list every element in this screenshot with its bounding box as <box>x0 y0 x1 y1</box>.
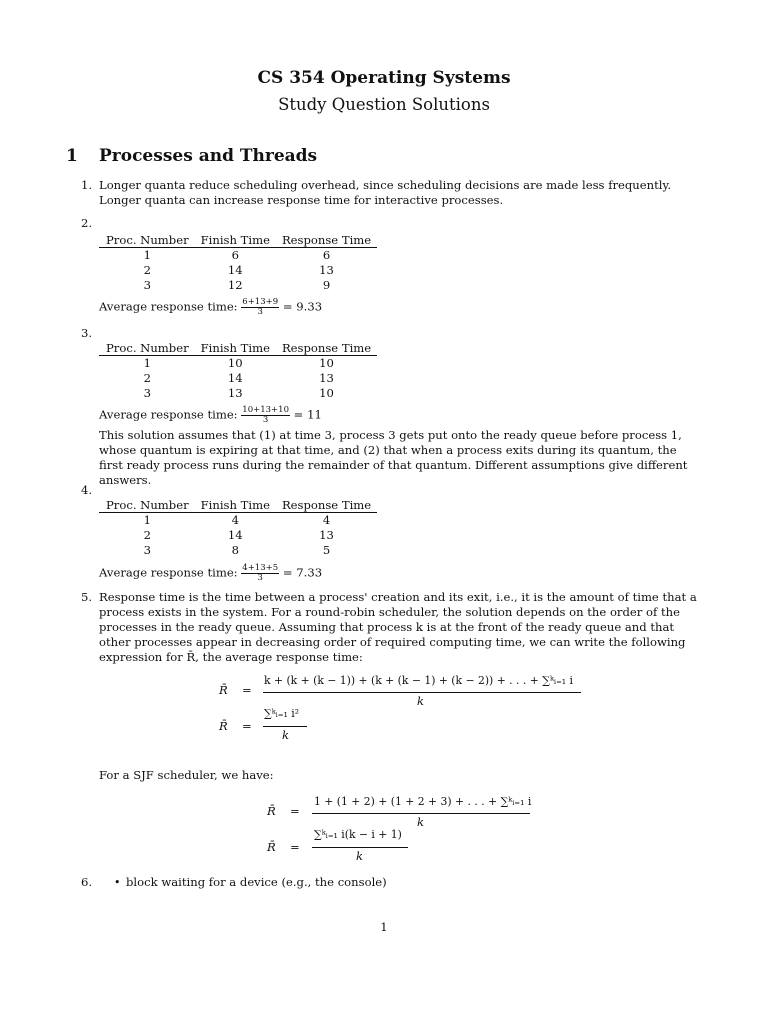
col-header-proc-number: Proc. Number <box>99 233 195 248</box>
table-cell: 13 <box>319 528 334 542</box>
table-cell: 12 <box>227 278 243 292</box>
table-cell: 9 <box>322 278 331 292</box>
col-header-proc-number: Proc. Number <box>99 498 195 513</box>
table-row <box>99 386 377 401</box>
average-result: = 11 <box>293 407 322 422</box>
fraction-bar <box>312 847 408 848</box>
equation-numerator: k + (k + (k − 1)) + (k + (k − 1) + (k − 2)) + . . . + ∑ᵏᵢ₌₁ i <box>264 674 573 687</box>
table-row <box>99 528 377 543</box>
table-cell: 10 <box>319 356 334 370</box>
average-result: = 7.33 <box>282 565 323 580</box>
average-label: Average response time: <box>99 407 238 422</box>
table-row <box>99 356 377 372</box>
table-cell: 5 <box>322 543 331 557</box>
equation-denominator: k <box>356 849 364 863</box>
table-cell: 14 <box>227 371 243 385</box>
sjf-intro: For a SJF scheduler, we have: <box>99 768 274 782</box>
average-fraction <box>241 564 279 583</box>
equation-lhs: R̄ <box>219 719 228 733</box>
question-2-average <box>99 298 322 317</box>
equation-denominator: k <box>417 694 425 708</box>
average-result: = 9.33 <box>282 299 323 314</box>
table-row <box>99 513 377 529</box>
fraction-denominator: 3 <box>257 307 263 317</box>
bullet-icon: • <box>114 876 121 889</box>
question-5-number: 5. <box>81 590 93 604</box>
table-cell: 6 <box>231 248 239 262</box>
fraction-bar <box>263 692 581 693</box>
table-cell: 3 <box>143 278 151 292</box>
question-4-average <box>99 564 322 583</box>
equation-equals: = <box>290 840 300 854</box>
question-1-number: 1. <box>81 178 93 192</box>
equation-numerator: ∑ᵏᵢ₌₁ i(k − i + 1) <box>314 828 402 841</box>
question-6-number: 6. <box>81 875 93 889</box>
table-row <box>99 278 377 293</box>
table-cell: 2 <box>143 528 151 542</box>
document-title: CS 354 Operating Systems <box>257 68 511 88</box>
average-label: Average response time: <box>99 299 238 314</box>
question-5-text: Response time is the time between a process' creation and its exit, i.e., it is the amount of time that a process exists in the system. For a round-robin scheduler, the solution depends on the order of the processes in the ready queue. Assuming that process k is at the front of the ready queue and that other processes appear in decreasing order of required computing time, we can write the following expression for R̄, the average response time: <box>99 590 697 664</box>
average-fraction <box>241 298 279 317</box>
table-cell: 10 <box>227 356 243 370</box>
table-cell: 13 <box>227 386 243 400</box>
question-1-text: Longer quanta reduce scheduling overhead, since scheduling decisions are made less frequently. Longer quanta can increase response time for interactive processes. <box>99 178 672 207</box>
fraction-bar <box>312 813 530 814</box>
equation-lhs: R̄ <box>267 804 276 818</box>
table-row <box>99 371 377 386</box>
col-header-finish-time: Finish Time <box>195 233 276 248</box>
table-cell: 6 <box>322 248 331 262</box>
document-subtitle: Study Question Solutions <box>278 95 490 114</box>
table-cell: 8 <box>231 543 239 557</box>
table-cell: 14 <box>227 263 243 277</box>
table-row <box>99 248 377 264</box>
fraction-numerator: 4+13+5 <box>242 563 279 573</box>
question-4-number: 4. <box>81 483 93 497</box>
fraction-bar <box>263 726 307 727</box>
table-cell: 1 <box>143 513 151 527</box>
fraction-numerator: 6+13+9 <box>242 297 279 307</box>
fraction-denominator: 3 <box>262 415 269 425</box>
question-3-average <box>99 406 322 425</box>
question-3-note: This solution assumes that (1) at time 3, process 3 gets put onto the ready queue before process 1, whose quantum is expiring at that time, and (2) that when a process exits during its quantum, the first ready process runs during the remainder of that quantum. Different assumptions give different answers. <box>99 428 688 487</box>
fraction-numerator: 10+13+10 <box>242 405 289 415</box>
equation-lhs: R̄ <box>267 840 276 854</box>
table-cell: 4 <box>322 513 331 527</box>
equation-denominator: k <box>417 815 425 829</box>
table-cell: 3 <box>143 543 151 557</box>
equation-equals: = <box>242 719 252 733</box>
question-2-table <box>99 233 377 293</box>
question-2-number: 2. <box>81 216 93 230</box>
table-cell: 10 <box>319 386 334 400</box>
table-cell: 2 <box>143 263 151 277</box>
table-cell: 2 <box>143 371 151 385</box>
table-cell: 1 <box>143 356 151 370</box>
equation-equals: = <box>290 804 300 818</box>
page-number: 1 <box>380 920 388 934</box>
table-cell: 14 <box>227 528 243 542</box>
equation-numerator: ∑ᵏᵢ₌₁ i² <box>264 707 300 720</box>
col-header-finish-time: Finish Time <box>195 341 276 356</box>
table-row <box>99 543 377 558</box>
col-header-response-time: Response Time <box>276 498 377 513</box>
section-number: 1 <box>66 146 78 166</box>
table-row <box>99 263 377 278</box>
col-header-response-time: Response Time <box>276 233 377 248</box>
average-label: Average response time: <box>99 565 238 580</box>
equation-lhs: R̄ <box>219 683 228 697</box>
equation-denominator: k <box>282 728 290 742</box>
question-3-number: 3. <box>81 326 93 340</box>
section-title: Processes and Threads <box>99 146 318 166</box>
col-header-proc-number: Proc. Number <box>99 341 195 356</box>
equation-numerator: 1 + (1 + 2) + (1 + 2 + 3) + . . . + ∑ᵏᵢ₌₁ i <box>314 795 532 808</box>
equation-equals: = <box>242 683 252 697</box>
col-header-response-time: Response Time <box>276 341 377 356</box>
col-header-finish-time: Finish Time <box>195 498 276 513</box>
question-4-table <box>99 498 377 558</box>
table-cell: 4 <box>231 513 239 527</box>
table-cell: 1 <box>143 248 151 262</box>
table-cell: 13 <box>319 371 334 385</box>
question-6-bullet-text: block waiting for a device (e.g., the console) <box>126 875 387 889</box>
question-3-table <box>99 341 377 401</box>
average-fraction <box>241 406 290 425</box>
table-cell: 13 <box>319 263 334 277</box>
table-cell: 3 <box>143 386 151 400</box>
fraction-denominator: 3 <box>257 573 263 583</box>
